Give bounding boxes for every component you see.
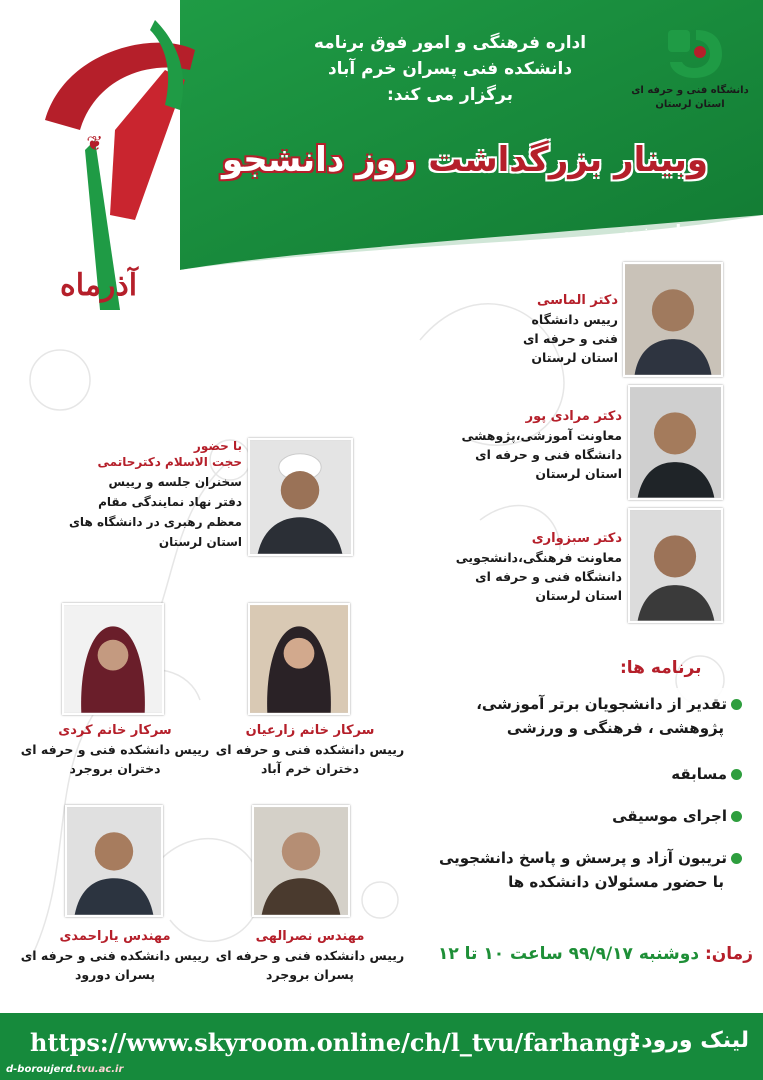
title-part2: روز دانشجو <box>221 140 417 180</box>
title-part1: وبینار بزرگداشت <box>428 140 709 180</box>
speaker-name: دکتر سبزواری <box>531 531 622 546</box>
speaker-role-line: دانشگاه فنی و حرفه ای <box>475 447 622 462</box>
link-label: لینک ورود: <box>632 1028 749 1053</box>
speaker-photo-moradipour <box>628 385 723 500</box>
speaker-role-line: استان لرستان <box>158 535 242 549</box>
program-item-text: مسابقه <box>671 765 727 783</box>
speaker-nasrollahi <box>205 928 415 984</box>
speaker-role-line: استان لرستان <box>531 350 618 365</box>
organiser-block <box>290 30 610 108</box>
webinar-link[interactable]: https://www.skyroom.online/ch/l_tvu/farhangi <box>30 1028 638 1057</box>
event-time <box>428 944 753 964</box>
time-label: زمان: <box>704 944 753 964</box>
speaker-zareian <box>205 722 415 778</box>
speaker-role-line: دختران بروجرد <box>69 761 161 776</box>
org-line2: دانشکده فنی پسران خرم آباد <box>327 59 573 79</box>
program-item <box>428 688 750 744</box>
logo-line2: استان لرستان <box>655 99 725 110</box>
speaker-role-line: پسران دورود <box>74 967 156 982</box>
program-item-text: پژوهشی ، فرهنگی و ورزشی <box>506 719 724 737</box>
speaker-role-line: رییس دانشگاه <box>531 312 618 327</box>
speaker-role-line: رییس دانشکده فنی و حرفه ای <box>215 948 405 963</box>
speaker-photo-kordi <box>62 603 164 715</box>
speaker-photo-sabzevari <box>628 508 723 623</box>
webinar-title <box>180 140 750 180</box>
cleric-role <box>68 472 242 552</box>
speaker-role-line: پسران بروجرد <box>266 967 354 982</box>
speaker-role-line: دختران خرم آباد <box>261 761 359 776</box>
speaker-name: مهندس نصرالهی <box>255 929 365 944</box>
university-logo-icon <box>660 22 730 82</box>
program-item-text: با حضور مسئولان دانشکده ها <box>508 873 724 891</box>
bullet-icon <box>731 853 742 864</box>
speaker-name: مهندس یاراحمدی <box>59 929 171 944</box>
speaker-hatami <box>97 438 242 470</box>
bullet-icon <box>731 769 742 780</box>
speaker-role-line: سخنران جلسه و رییس <box>108 475 242 489</box>
speaker-role-line: معاونت فرهنگی،دانشجویی <box>455 550 622 565</box>
logo-caption <box>630 84 750 112</box>
speaker-name: دکتر الماسی <box>536 293 618 308</box>
time-value: دوشنبه ۹۹/۹/۱۷ ساعت ۱۰ تا ۱۲ <box>437 944 700 964</box>
org-line3: برگزار می کند: <box>386 85 514 105</box>
cleric-prefix: با حضور <box>193 439 242 453</box>
speaker-role-line: معظم رهبری در دانشگاه های <box>68 515 242 529</box>
speaker-photo-zareian <box>248 603 350 715</box>
speaker-photo-nasrollahi <box>252 805 350 917</box>
speaker-moradipour <box>440 408 622 483</box>
speaker-role-line: فنی و حرفه ای <box>522 331 618 346</box>
speaker-role-line: معاونت آموزشی،پژوهشی <box>461 428 622 443</box>
speaker-sabzevari <box>440 530 622 605</box>
bullet-icon <box>731 699 742 710</box>
speaker-role-line: رییس دانشکده فنی و حرفه ای <box>215 742 405 757</box>
speaker-name: دکتر مرادی پور <box>525 409 622 424</box>
program-item <box>428 758 750 790</box>
speaker-photo-almasi <box>623 262 723 377</box>
speaker-role-line: استان لرستان <box>535 588 622 603</box>
date-month: آذرماه <box>60 268 138 303</box>
iran-emblem-icon: ❦ <box>86 131 103 155</box>
speaker-name: سرکار خانم زارعیان <box>245 723 375 738</box>
program-item-text: تقدیر از دانشجویان برتر آموزشی، <box>476 695 727 713</box>
logo-line1: دانشگاه فنی و حرفه ای <box>631 85 749 96</box>
program-item <box>428 800 750 832</box>
speaker-name: حجت الاسلام دکترحاتمی <box>97 455 242 469</box>
program-item-text: تریبون آزاد و پرسش و پاسخ دانشجویی <box>438 849 727 867</box>
program-item-text: اجرای موسیقی <box>612 807 727 825</box>
speaker-almasi <box>500 292 618 367</box>
speaker-role-line: دانشگاه فنی و حرفه ای <box>475 569 622 584</box>
site-url-a: d-boroujerd <box>6 1064 73 1075</box>
speaker-role-line: استان لرستان <box>535 466 622 481</box>
speaker-role-line: رییس دانشکده فنی و حرفه ای <box>20 742 210 757</box>
speaker-yarahmadi <box>20 928 210 984</box>
program-item <box>428 842 750 898</box>
with-presence-label: با حضور <box>620 222 689 242</box>
site-url-b: .tvu.ac.ir <box>72 1064 124 1075</box>
program-title: برنامه ها: <box>620 658 702 678</box>
site-url[interactable] <box>0 1062 129 1077</box>
speaker-kordi <box>20 722 210 778</box>
org-line1: اداره فرهنگی و امور فوق برنامه <box>313 33 587 53</box>
speaker-role-line: رییس دانشکده فنی و حرفه ای <box>20 948 210 963</box>
speaker-role-line: دفتر نهاد نمایندگی مقام <box>98 495 242 509</box>
speaker-name: سرکار خانم کردی <box>58 723 172 738</box>
speaker-photo-yarahmadi <box>65 805 163 917</box>
speaker-photo-hatami <box>248 438 353 556</box>
bullet-icon <box>731 811 742 822</box>
